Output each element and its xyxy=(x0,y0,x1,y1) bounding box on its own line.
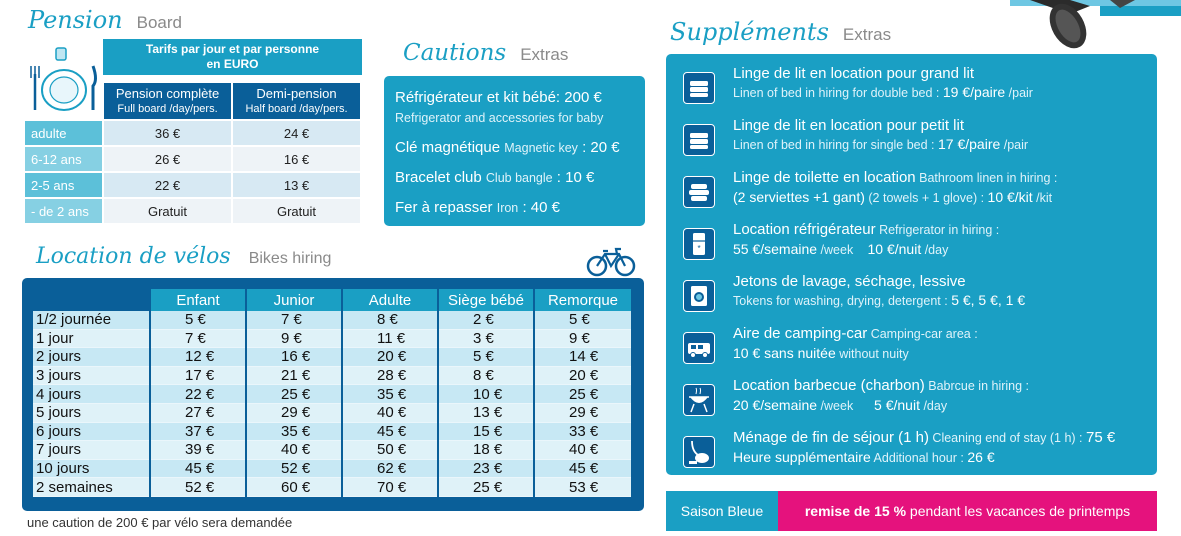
vacuum-cleaner-icon xyxy=(683,436,715,468)
bike-price-cell: 22 € xyxy=(151,385,245,404)
english-text: without nuity xyxy=(835,347,909,361)
bike-price-cell: 50 € xyxy=(343,441,437,460)
bike-price-cell: 5 € xyxy=(535,311,631,330)
bike-price-cell: 52 € xyxy=(151,478,245,497)
bike-price-cell: 18 € xyxy=(439,441,533,460)
bike-price-cell: 3 € xyxy=(439,330,533,349)
english-text: (2 towels + 1 glove) : xyxy=(864,191,988,205)
bikes-subtitle: Bikes hiring xyxy=(248,250,332,267)
bike-price-row xyxy=(33,404,631,423)
bike-price-cell: 2 € xyxy=(439,311,533,330)
supplement-line xyxy=(733,83,1033,103)
price-cell: 26 € xyxy=(104,147,231,171)
english-text: Linen of bed in hiring for single bed : xyxy=(733,138,938,152)
bike-price-cell: 7 € xyxy=(247,311,341,330)
supplement-line xyxy=(733,344,978,364)
bed-linen-icon xyxy=(683,124,715,156)
duration-cell: 7 jours xyxy=(33,441,149,460)
bike-price-cell: 20 € xyxy=(343,348,437,367)
french-text: 20 €/semaine xyxy=(733,397,818,413)
bike-price-cell: 8 € xyxy=(439,367,533,386)
supplements-title: Suppléments xyxy=(670,18,829,46)
caution-item-en: Refrigerator and accessories for baby xyxy=(395,111,604,125)
english-text: Additional hour : xyxy=(870,451,968,465)
bike-price-cell: 70 € xyxy=(343,478,437,497)
price-cell: Gratuit xyxy=(104,199,231,223)
english-text: /day xyxy=(919,399,948,413)
french-text: Linge de lit en location pour petit lit xyxy=(733,117,964,134)
season-label: Saison Bleue xyxy=(666,491,778,531)
cautions-box xyxy=(384,76,645,226)
pension-row xyxy=(25,121,360,145)
bike-price-cell: 10 € xyxy=(439,385,533,404)
supplements-subtitle: Extras xyxy=(842,25,892,44)
price-cell: 13 € xyxy=(233,173,360,197)
bike-price-cell: 40 € xyxy=(247,441,341,460)
col-header: Junior xyxy=(247,289,341,311)
bike-price-cell: 40 € xyxy=(535,441,631,460)
age-cell: 6-12 ans xyxy=(25,147,102,171)
supplement-item xyxy=(683,220,1153,270)
bike-price-row xyxy=(33,311,631,330)
bikes-heading xyxy=(36,244,331,269)
duration-cell: 1/2 journée xyxy=(33,311,149,330)
bike-price-cell: 53 € xyxy=(535,478,631,497)
bike-price-cell: 16 € xyxy=(247,348,341,367)
bike-price-cell: 60 € xyxy=(247,478,341,497)
cautions-heading xyxy=(403,40,568,66)
supplement-line xyxy=(733,448,1115,468)
english-text: /kit xyxy=(1032,191,1053,205)
french-text: 19 €/paire xyxy=(942,84,1006,100)
supplement-line xyxy=(733,428,1115,448)
full-board-header: Pension complète Full board /day/pers. xyxy=(104,83,231,119)
discount-value: remise de 15 % xyxy=(804,503,907,519)
bike-price-cell: 17 € xyxy=(151,367,245,386)
english-text: /pair xyxy=(1000,138,1029,152)
bike-price-cell: 12 € xyxy=(151,348,245,367)
bike-price-cell: 39 € xyxy=(151,441,245,460)
washing-machine-icon xyxy=(683,280,715,312)
french-text: 55 €/semaine xyxy=(733,241,818,257)
bike-price-cell: 13 € xyxy=(439,404,533,423)
supplement-line xyxy=(733,188,1057,208)
supplements-panel xyxy=(666,54,1157,475)
caution-item: Réfrigérateur et kit bébé: 200 € xyxy=(395,89,602,106)
bike-price-cell: 23 € xyxy=(439,460,533,479)
pension-subtitle: Board xyxy=(136,13,183,32)
french-text: Linge de toilette en location xyxy=(733,169,916,186)
french-text: Location barbecue (charbon) xyxy=(733,377,925,394)
french-text: 75 € xyxy=(1085,429,1116,446)
english-text: Babrcue in hiring : xyxy=(924,379,1030,393)
cautions-title: Cautions xyxy=(403,40,507,66)
english-text: /pair xyxy=(1005,86,1033,100)
bike-price-cell: 9 € xyxy=(535,330,631,349)
pension-row xyxy=(25,173,360,197)
supplements-heading xyxy=(670,18,891,46)
bike-price-cell: 7 € xyxy=(151,330,245,349)
bike-price-cell: 35 € xyxy=(247,423,341,442)
duration-cell: 3 jours xyxy=(33,367,149,386)
bike-price-row xyxy=(33,367,631,386)
supplement-item xyxy=(683,376,1153,426)
pension-row xyxy=(25,147,360,171)
supplement-line xyxy=(733,64,1033,83)
supplement-line xyxy=(733,376,1029,396)
bike-price-cell: 25 € xyxy=(535,385,631,404)
french-text: Ménage de fin de séjour (1 h) xyxy=(733,429,929,446)
supplement-item xyxy=(683,168,1153,218)
age-cell: adulte xyxy=(25,121,102,145)
duration-cell: 4 jours xyxy=(33,385,149,404)
bike-price-cell: 45 € xyxy=(151,460,245,479)
english-text: Bathroom linen in hiring : xyxy=(915,171,1058,185)
cautions-subtitle: Extras xyxy=(520,45,569,64)
age-cell: 2-5 ans xyxy=(25,173,102,197)
bike-price-cell: 5 € xyxy=(439,348,533,367)
pension-title: Pension xyxy=(28,6,123,34)
towel-icon xyxy=(683,176,715,208)
col-header: Siège bébé xyxy=(439,289,533,311)
season-discount-banner xyxy=(778,491,1157,531)
svg-text:*: * xyxy=(697,244,701,253)
english-text: Linen of bed in hiring for double bed : xyxy=(733,86,943,100)
bike-price-cell: 62 € xyxy=(343,460,437,479)
supplement-line xyxy=(733,324,978,344)
supplement-line xyxy=(733,135,1028,155)
caution-item: Clé magnétique Magnetic key : 20 € xyxy=(395,139,620,156)
bike-price-cell: 25 € xyxy=(247,385,341,404)
bike-price-cell: 35 € xyxy=(343,385,437,404)
english-text: Camping-car area : xyxy=(867,327,978,341)
bed-linen-icon xyxy=(683,72,715,104)
pension-heading xyxy=(28,6,182,34)
bike-price-row xyxy=(33,441,631,460)
bike-price-cell: 45 € xyxy=(343,423,437,442)
bike-price-cell: 29 € xyxy=(535,404,631,423)
supplement-line xyxy=(733,240,999,260)
supplement-line xyxy=(733,396,1029,416)
english-text: /day xyxy=(921,243,949,257)
age-cell: - de 2 ans xyxy=(25,199,102,223)
duration-cell: 1 jour xyxy=(33,330,149,349)
bike-price-cell: 28 € xyxy=(343,367,437,386)
duration-cell: 2 semaines xyxy=(33,478,149,497)
caution-item: Fer à repasser Iron : 40 € xyxy=(395,199,560,216)
bike-price-cell: 5 € xyxy=(151,311,245,330)
french-text: 10 €/nuit xyxy=(863,241,922,257)
bike-price-row xyxy=(33,348,631,367)
bike-price-row xyxy=(33,330,631,349)
supplement-line xyxy=(733,272,1025,291)
price-cell: Gratuit xyxy=(233,199,360,223)
bike-price-cell: 8 € xyxy=(343,311,437,330)
bike-price-cell: 11 € xyxy=(343,330,437,349)
half-board-header: Demi-pension Half board /day/pers. xyxy=(233,83,360,119)
french-text: Aire de camping-car xyxy=(733,325,868,342)
supplement-line xyxy=(733,291,1025,311)
supplement-item xyxy=(683,324,1153,374)
bike-price-row xyxy=(33,423,631,442)
bike-price-cell: 33 € xyxy=(535,423,631,442)
barbecue-icon xyxy=(683,384,715,416)
duration-cell: 2 jours xyxy=(33,348,149,367)
deposit-note: une caution de 200 € par vélo sera demandée xyxy=(27,515,293,530)
bike-price-cell: 52 € xyxy=(247,460,341,479)
supplement-line xyxy=(733,168,1057,188)
bike-price-row xyxy=(33,385,631,404)
supplement-item xyxy=(683,428,1153,478)
duration-cell: 6 jours xyxy=(33,423,149,442)
bike-price-row xyxy=(33,460,631,479)
bike-price-row xyxy=(33,478,631,497)
bike-price-cell: 29 € xyxy=(247,404,341,423)
french-text: 10 € sans nuitée xyxy=(733,345,836,361)
bike-price-cell: 15 € xyxy=(439,423,533,442)
bicycle-icon xyxy=(586,247,636,277)
supplement-item xyxy=(683,272,1153,322)
banner-line1: Tarifs par jour et par personne xyxy=(145,42,320,56)
col-header: Remorque xyxy=(535,289,631,311)
supplement-line xyxy=(733,220,999,240)
price-cell: 22 € xyxy=(104,173,231,197)
french-text: 10 €/kit xyxy=(987,189,1033,205)
caution-item: Bracelet club Club bangle : 10 € xyxy=(395,169,595,186)
price-cell: 36 € xyxy=(104,121,231,145)
bike-price-cell: 45 € xyxy=(535,460,631,479)
pension-price-banner xyxy=(103,39,362,75)
price-cell: 16 € xyxy=(233,147,360,171)
french-text: Location réfrigérateur xyxy=(733,221,876,238)
french-text: 5 €/nuit xyxy=(874,397,920,413)
french-text: 26 € xyxy=(967,449,995,465)
bike-price-cell: 14 € xyxy=(535,348,631,367)
bikes-price-table xyxy=(31,289,633,497)
bike-price-cell: 25 € xyxy=(439,478,533,497)
english-text: Tokens for washing, drying, detergent : xyxy=(733,294,952,308)
pension-row xyxy=(25,199,360,223)
price-cell: 24 € xyxy=(233,121,360,145)
duration-cell: 10 jours xyxy=(33,460,149,479)
pension-table xyxy=(23,81,362,225)
french-text: Jetons de lavage, séchage, lessive xyxy=(733,273,966,290)
refrigerator-icon xyxy=(683,228,715,260)
discount-text: pendant les vacances de printemps xyxy=(906,503,1131,519)
english-text: /week xyxy=(817,243,864,257)
duration-cell: 5 jours xyxy=(33,404,149,423)
bike-price-cell: 40 € xyxy=(343,404,437,423)
bike-price-cell: 37 € xyxy=(151,423,245,442)
english-text: Cleaning end of stay (1 h) : xyxy=(928,431,1086,445)
bike-price-cell: 9 € xyxy=(247,330,341,349)
french-text: (2 serviettes +1 gant) xyxy=(733,189,865,205)
bike-price-cell: 20 € xyxy=(535,367,631,386)
english-text: Refrigerator in hiring : xyxy=(875,223,1000,237)
camping-car-icon xyxy=(683,332,715,364)
bike-price-cell: 21 € xyxy=(247,367,341,386)
supplement-item xyxy=(683,116,1153,166)
french-text: 17 €/paire xyxy=(938,136,1001,152)
supplement-item xyxy=(683,64,1153,114)
bike-price-cell: 27 € xyxy=(151,404,245,423)
french-text: Linge de lit en location pour grand lit xyxy=(733,65,974,82)
english-text: /week xyxy=(817,399,875,413)
bikes-title: Location de vélos xyxy=(36,244,231,269)
french-text: 5 €, 5 €, 1 € xyxy=(951,292,1026,308)
banner-line2: en EURO xyxy=(206,57,259,71)
supplement-line xyxy=(733,116,1028,135)
french-text: Heure supplémentaire xyxy=(733,449,871,465)
col-header: Enfant xyxy=(151,289,245,311)
col-header: Adulte xyxy=(343,289,437,311)
decorative-device-image xyxy=(1010,0,1181,50)
